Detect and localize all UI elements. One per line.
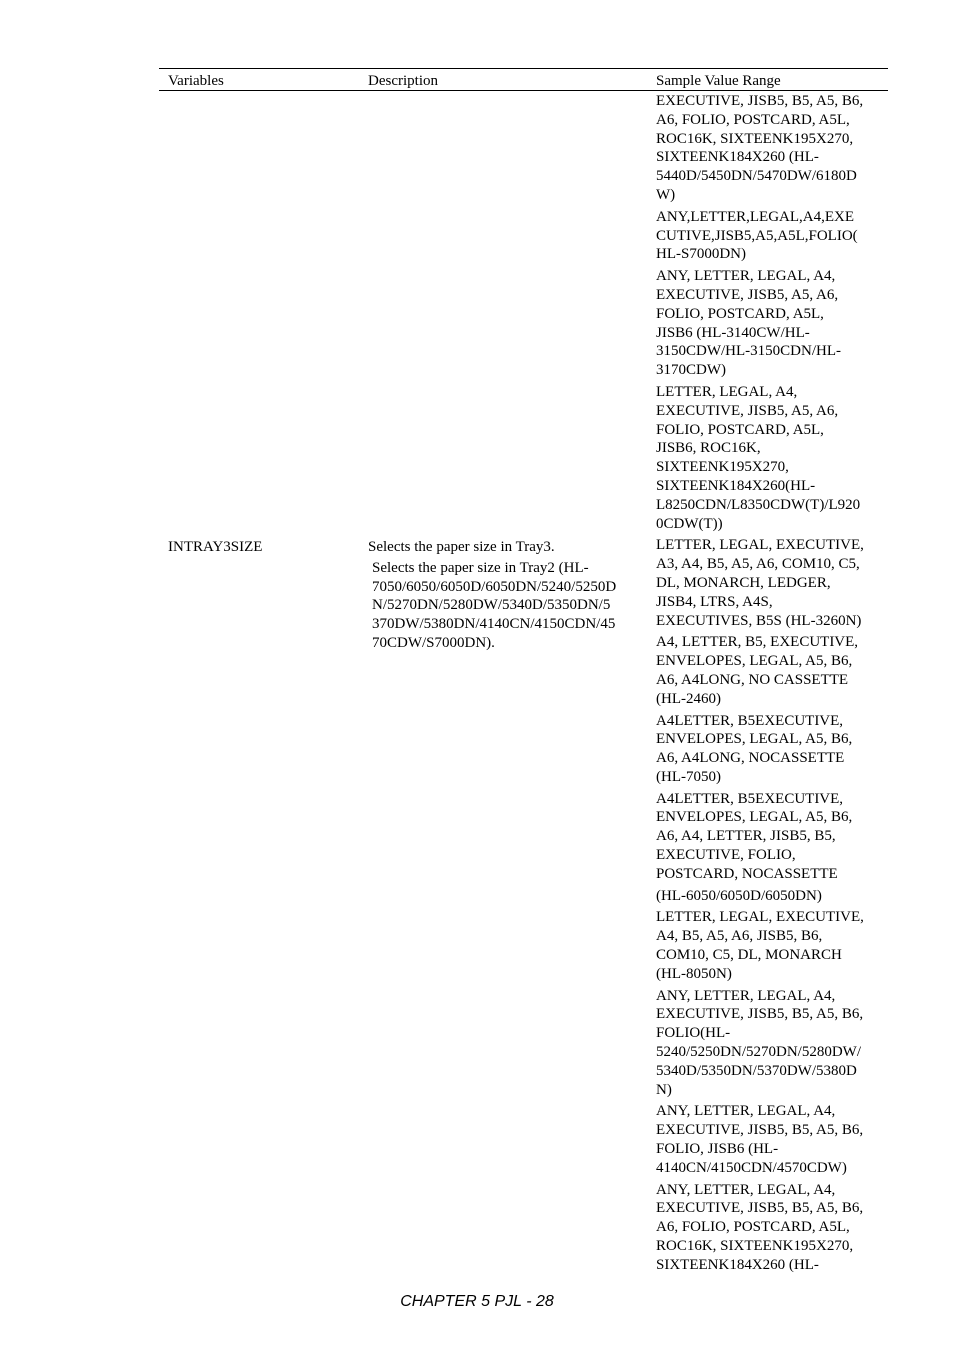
value-block: ANY, LETTER, LEGAL, A4, EXECUTIVE, JISB5, B5, A5, B6, A6, FOLIO, POSTCARD, A5L, ROC16K, SIXTEENK195X270, SIXTEENK184X260 (HL-	[656, 1181, 864, 1273]
value-block: EXECUTIVE, JISB5, B5, A5, B6, A6, FOLIO, POSTCARD, A5L, ROC16K, SIXTEENK195X270, SIXTEENK184X260 (HL- 5440D/5450DN/5470DW/6180D W)	[656, 93, 864, 203]
value-block: ANY, LETTER, LEGAL, A4, EXECUTIVE, JISB5, B5, A5, B6, FOLIO, JISB6 (HL- 4140CN/4150CDN/4570CDW)	[656, 1103, 864, 1176]
value-block: LETTER, LEGAL, EXECUTIVE, A4, B5, A5, A6, JISB5, B6, COM10, C5, DL, MONARCH (HL-8050N)	[656, 909, 864, 982]
value-block: ANY,LETTER,LEGAL,A4,EXE CUTIVE,JISB5,A5,A5L,FOLIO( HL-S7000DN)	[656, 208, 858, 263]
variable-intray3size: INTRAY3SIZE	[168, 539, 263, 555]
description-intray3size	[368, 538, 636, 653]
value-block: A4, LETTER, B5, EXECUTIVE, ENVELOPES, LEGAL, A5, B6, A6, A4LONG, NO CASSETTE (HL-2460)	[656, 634, 859, 707]
value-block: LETTER, LEGAL, A4, EXECUTIVE, JISB5, A5, A6, FOLIO, POSTCARD, A5L, JISB6, ROC16K, SIXTEENK195X270, SIXTEENK184X260(HL- L8250CDN/L8350CDW(T)/L920 0CDW(T))	[656, 383, 861, 532]
page-footer: CHAPTER 5 PJL - 28	[400, 1293, 554, 1310]
description-line: Selects the paper size in Tray2 (HL- 7050/6050/6050D/6050DN/5240/5250D N/5270DN/5280DW/5340D/5350DN/5 370DW/5380DN/4140CN/4150CDN/45 70CDW/S7000DN).	[372, 559, 617, 651]
table-top-rule	[159, 68, 888, 69]
table-header-rule	[159, 90, 888, 91]
value-block: ANY, LETTER, LEGAL, A4, EXECUTIVE, JISB5, B5, A5, B6, FOLIO(HL- 5240/5250DN/5270DN/5280DW/ 5340D/5350DN/5370DW/5380D N)	[656, 987, 864, 1098]
value-block: LETTER, LEGAL, EXECUTIVE, A3, A4, B5, A5, A6, COM10, C5, DL, MONARCH, LEDGER, JISB4, LTRS, A4S, EXECUTIVES, B5S (HL-3260N)	[656, 537, 864, 629]
header-variables: Variables	[168, 73, 224, 89]
header-sample-value-range: Sample Value Range	[656, 73, 781, 89]
value-block: (HL-6050/6050D/6050DN)	[656, 887, 822, 904]
value-block: A4LETTER, B5EXECUTIVE, ENVELOPES, LEGAL, A5, B6, A6, A4, LETTER, JISB5, B5, EXECUTIVE, FOLIO, POSTCARD, NOCASSETTE	[656, 790, 853, 882]
value-block: ANY, LETTER, LEGAL, A4, EXECUTIVE, JISB5, A5, A6, FOLIO, POSTCARD, A5L, JISB6 (HL-3140CW/HL- 3150CDW/HL-3150CDN/HL- 3170CDW)	[656, 268, 841, 379]
sample-value-column	[656, 92, 888, 1278]
header-description: Description	[368, 73, 438, 89]
description-line: Selects the paper size in Tray3.	[368, 539, 555, 555]
value-block: A4LETTER, B5EXECUTIVE, ENVELOPES, LEGAL, A5, B6, A6, A4LONG, NOCASSETTE (HL-7050)	[656, 712, 853, 785]
